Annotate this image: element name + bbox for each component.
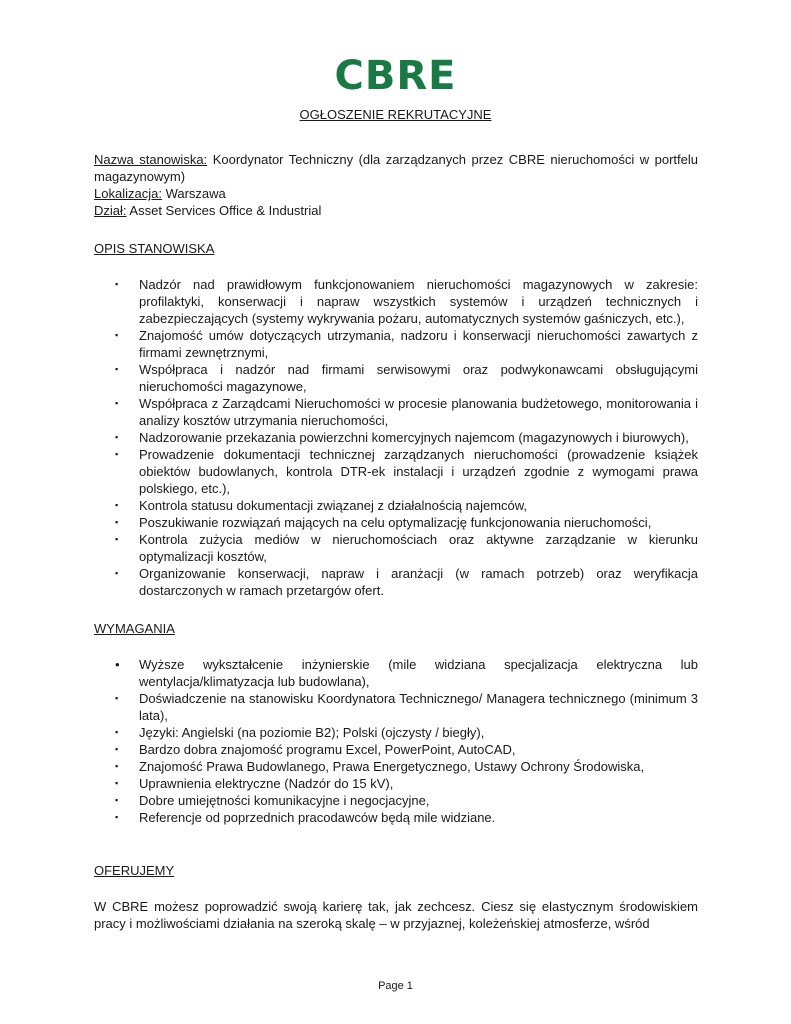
list-item: ▪ Uprawnienia elektryczne (Nadzór do 15 kV), [115, 776, 394, 791]
position-label: Nazwa stanowiska: [94, 152, 208, 167]
bullet-icon: • [115, 657, 120, 672]
position-line [94, 151, 698, 185]
location-value: Warszawa [165, 186, 226, 201]
list-item: ▪ Kontrola zużycia mediów w nieruchomościach oraz aktywne zarządzanie w kierunku optymalizacji kosztów, [115, 532, 698, 564]
position-value: Koordynator Techniczny (dla zarządzanych przez CBRE nieruchomości w portfelu magazynowym) [94, 152, 698, 184]
list-item: ▪ Języki: Angielski (na poziomie B2); Polski (ojczysty / biegły), [115, 725, 485, 740]
bullet-icon: ▪ [115, 534, 119, 544]
bullet-icon: ▪ [115, 761, 119, 771]
document-body [94, 151, 698, 932]
list-item: ▪ Doświadczenie na stanowisku Koordynatora Technicznego/ Managera technicznego (minimum 3 lata), [115, 691, 698, 723]
bullet-icon: ▪ [115, 330, 119, 340]
list-item: ▪ Kontrola statusu dokumentacji związanej z działalnością najemców, [115, 498, 528, 513]
section-heading-offer: OFERUJEMY [94, 863, 175, 878]
list-item: ▪ Bardzo dobra znajomość programu Excel, PowerPoint, AutoCAD, [115, 742, 516, 757]
department-line [94, 202, 698, 219]
list-item: ▪ Poszukiwanie rozwiązań mających na celu optymalizację funkcjonowania nieruchomości, [115, 515, 652, 530]
bullet-icon: ▪ [115, 795, 119, 805]
bullet-icon: ▪ [115, 568, 119, 578]
job-meta [94, 151, 698, 219]
bullet-icon: ▪ [115, 449, 119, 459]
list-item: ▪ Współpraca i nadzór nad firmami serwisowymi oraz podwykonawcami obsługującymi nieruchomości magazynowe, [115, 362, 698, 394]
bullet-icon: ▪ [115, 727, 119, 737]
list-item: ▪ Referencje od poprzednich pracodawców będą mile widziane. [115, 810, 496, 825]
requirements-list [94, 656, 698, 826]
list-item: ▪ Współpraca z Zarządcami Nieruchomości w procesie planowania budżetowego, monitorowania i analizy kosztów utrzymania nieruchomości, [115, 396, 698, 428]
section-heading-requirements: WYMAGANIA [94, 621, 175, 636]
list-item: ▪ Znajomość Prawa Budowlanego, Prawa Energetycznego, Ustawy Ochrony Środowiska, [115, 759, 645, 774]
bullet-icon: ▪ [115, 432, 119, 442]
bullet-icon: ▪ [115, 744, 119, 754]
bullet-icon: ▪ [115, 364, 119, 374]
bullet-icon: ▪ [115, 517, 119, 527]
bullet-icon: ▪ [115, 812, 119, 822]
list-item: ▪ Prowadzenie dokumentacji technicznej zarządzanych nieruchomości (prowadzenie książek obiektów budowlanych, kontrola DTR-ek instalacji i urządzeń zgodnie z wymogami prawa polskiego, etc.), [115, 447, 698, 496]
bullet-icon: ▪ [115, 778, 119, 788]
list-item: ▪ Znajomość umów dotyczących utrzymania, nadzoru i konserwacji nieruchomości zawartych z firmami zewnętrznymi, [115, 328, 698, 360]
list-item: ▪ Nadzorowanie przekazania powierzchni komercyjnych najemcom (magazynowych i biurowych), [115, 430, 689, 445]
section-heading-description: OPIS STANOWISKA [94, 241, 215, 256]
location-label: Lokalizacja: [94, 186, 162, 201]
bullet-icon: ▪ [115, 279, 119, 289]
list-item: • Wyższe wykształcenie inżynierskie (mile widziana specjalizacja elektryczna lub wentylacja/klimatyzacja lub budowlana), [115, 657, 698, 689]
list-item: ▪ Organizowanie konserwacji, napraw i aranżacji (w ramach potrzeb) oraz weryfikacja dostarczonych w ramach przetargów ofert. [115, 566, 698, 598]
list-item: ▪ Nadzór nad prawidłowym funkcjonowaniem nieruchomości magazynowych w zakresie: profilaktyki, konserwacji i napraw wszystkich systemów i urządzeń technicznych i zabezpieczających (systemy wykrywania pożaru, automatycznych systemów gaśniczych, etc.), [115, 277, 698, 326]
cbre-logo: CBRE [334, 53, 457, 99]
document-title: OGŁOSZENIE REKRUTACYJNE [299, 107, 492, 122]
page-number: Page 1 [378, 980, 413, 992]
location-line [94, 185, 698, 202]
bullet-icon: ▪ [115, 693, 119, 703]
bullet-icon: ▪ [115, 398, 119, 408]
department-label: Dział: [94, 203, 127, 218]
description-list [94, 276, 698, 599]
offer-paragraph: W CBRE możesz poprowadzić swoją karierę tak, jak zechcesz. Ciesz się elastycznym środowiskiem pracy i możliwościami działania na szeroką skalę – w przyjaznej, koleżeńskiej atmosferze, wśród [94, 899, 698, 931]
department-value: Asset Services Office & Industrial [129, 203, 322, 218]
list-item: ▪ Dobre umiejętności komunikacyjne i negocjacyjne, [115, 793, 430, 808]
bullet-icon: ▪ [115, 500, 119, 510]
